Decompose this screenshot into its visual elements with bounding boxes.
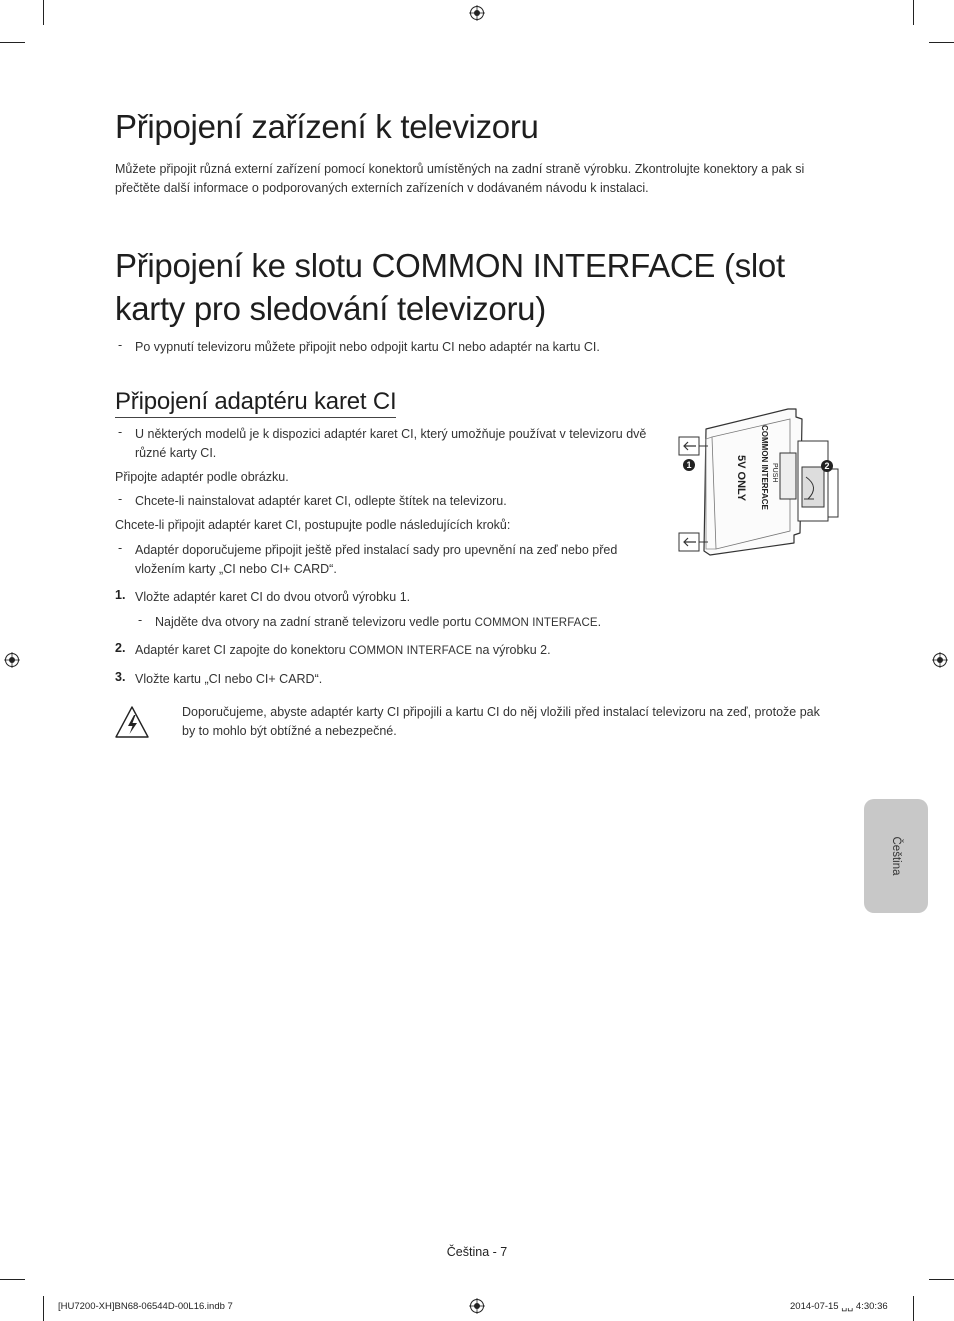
- step-2-end: na výrobku 2.: [475, 643, 551, 657]
- step-number: 3.: [115, 670, 126, 684]
- crop-mark: [43, 1296, 44, 1321]
- callout-2: 2: [824, 461, 830, 471]
- label-common-interface: COMMON INTERFACE: [760, 425, 769, 510]
- bullet-dash: -: [118, 425, 123, 439]
- ci-note: Po vypnutí televizoru můžete připojit nebo odpojit kartu CI nebo adaptér na kartu CI.: [135, 340, 600, 354]
- language-tab: [864, 799, 928, 913]
- crop-mark: [913, 0, 914, 25]
- warning-triangle-icon: [113, 704, 151, 740]
- ci-adapter-figure: [676, 403, 842, 563]
- step-1-sub-end: .: [597, 615, 602, 629]
- registration-mark-icon: [932, 652, 948, 668]
- bullet-dash: -: [118, 338, 123, 352]
- step-number: 1.: [115, 588, 126, 602]
- bullet-dash: -: [118, 541, 123, 555]
- warning-text: Doporučujeme, abyste adaptér karty CI připojili a kartu CI do něj vložili před instalací televizoru na zeď, protože pak by to mohlo být obtížné a nebezpečné.: [182, 705, 820, 738]
- crop-mark: [0, 1279, 25, 1280]
- registration-mark-icon: [4, 652, 20, 668]
- language-tab-label: Čeština: [890, 836, 902, 876]
- text-connect: Připojte adaptér podle obrázku.: [115, 470, 289, 484]
- registration-mark-icon: [469, 1298, 485, 1314]
- step-2-text: Adaptér karet CI zapojte do konektoru: [135, 643, 346, 657]
- crop-mark: [929, 1279, 954, 1280]
- step-3: Vložte kartu „CI nebo CI+ CARD“.: [135, 672, 323, 686]
- intro-paragraph: Můžete připojit různá externí zařízení pomocí konektorů umístěných na zadní straně výrobku. Zkontrolujte konektory a pak si přečtěte další informace o podporovaných externích zařízeních v dodávaném návodu k instalaci.: [115, 162, 805, 195]
- callout-1: 1: [686, 460, 692, 470]
- registration-mark-icon: [469, 5, 485, 21]
- bullet-sticker: Chcete-li nainstalovat adaptér karet CI, odlepte štítek na televizoru.: [135, 494, 507, 508]
- step-1-sub: [155, 613, 795, 633]
- bullet-dash: -: [118, 492, 123, 506]
- print-file-info: [HU7200-XH]BN68-06544D-00L16.indb 7: [58, 1301, 233, 1312]
- bullet-dash: -: [138, 613, 143, 627]
- page-title: Připojení zařízení k televizoru: [115, 108, 539, 145]
- page-number: Čeština - 7: [446, 1245, 508, 1259]
- crop-mark: [913, 1296, 914, 1321]
- text-steps-intro: Chcete-li připojit adaptér karet CI, postupujte podle následujících kroků:: [115, 518, 511, 532]
- port-name: COMMON INTERFACE: [349, 645, 473, 657]
- label-push: PUSH: [771, 463, 778, 483]
- step-1-sub-text: Najděte dva otvory na zadní straně televizoru vedle portu: [155, 615, 472, 629]
- step-number: 2.: [115, 641, 126, 655]
- step-2: [135, 641, 775, 661]
- step-1: Vložte adaptér karet CI do dvou otvorů výrobku 1.: [135, 590, 411, 604]
- subsection-title-adapter: Připojení adaptéru karet CI: [115, 388, 396, 418]
- bullet-models: U některých modelů je k dispozici adaptér karet CI, který umožňuje používat v televizoru dvě různé karty CI.: [135, 427, 647, 460]
- bullet-recommend: Adaptér doporučujeme připojit ještě před instalací sady pro upevnění na zeď nebo před vložením karty „CI nebo CI+ CARD“.: [135, 543, 618, 576]
- crop-mark: [929, 42, 954, 43]
- crop-mark: [0, 42, 25, 43]
- print-timestamp: 2014-07-15 ␣␣ 4:30:36: [790, 1301, 888, 1312]
- port-name: COMMON INTERFACE: [474, 617, 598, 629]
- label-5v-only: 5V ONLY: [735, 455, 747, 502]
- section-title-ci: Připojení ke slotu COMMON INTERFACE (slot karty pro sledování televizoru): [115, 247, 785, 327]
- crop-mark: [43, 0, 44, 25]
